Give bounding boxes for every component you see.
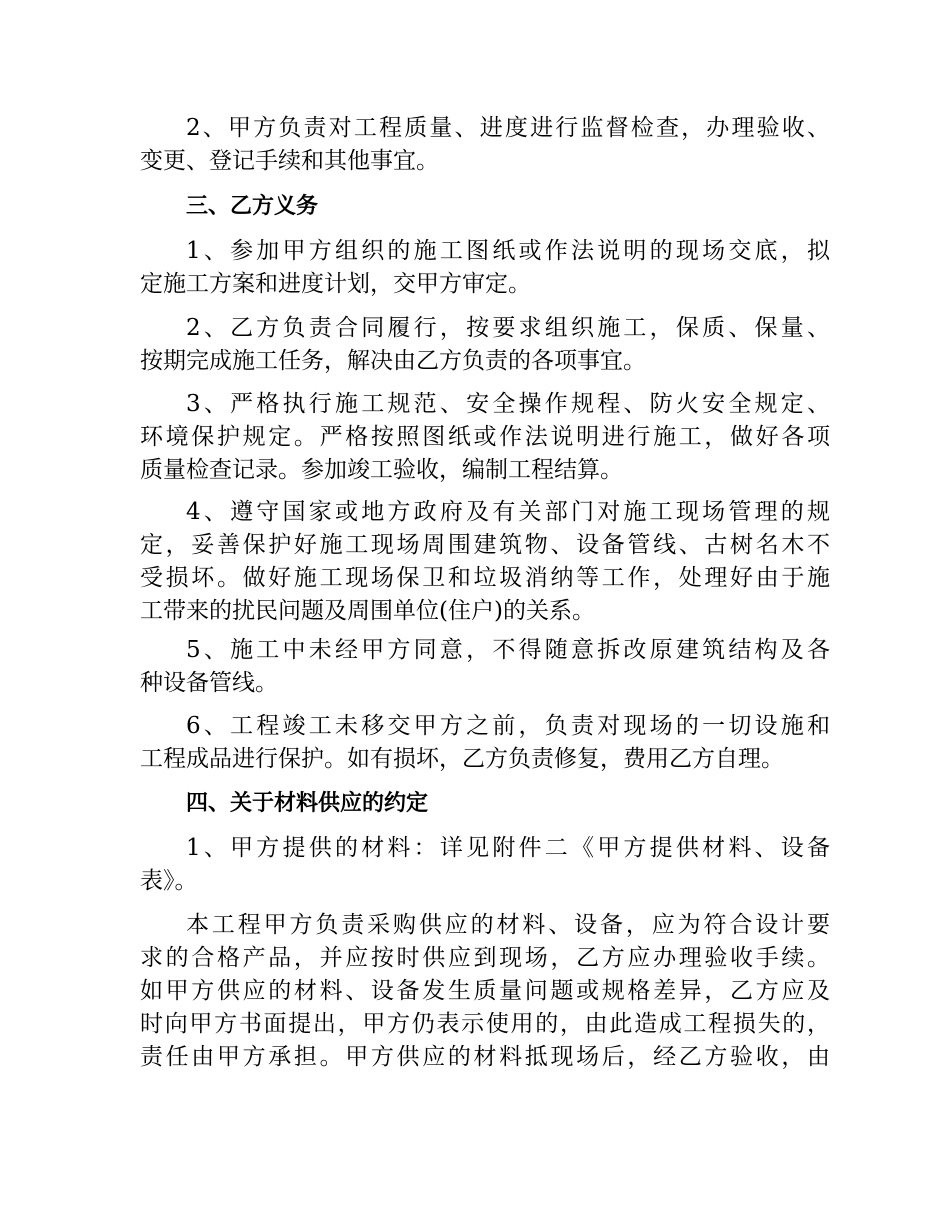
text-line: 质量检查记录。参加竣工验收，编制工程结算。 [140,457,623,483]
text-line: 工带来的扰民问题及周围单位(住户)的关系。 [140,598,595,624]
paragraph-5 [140,496,830,628]
text-line: 求的合格产品，并应按时供应到现场，乙方应办理验收手续。 [140,945,830,971]
text-line: 受损坏。做好施工现场保卫和垃圾消纳等工作，处理好由于施 [140,565,830,591]
paragraph-6 [140,634,830,700]
text-line: 2、甲方负责对工程质量、进度进行监督检查，办理验收、 [186,115,830,141]
text-line: 责任由甲方承担。甲方供应的材料抵现场后，经乙方验收，由 [140,1044,830,1070]
section-heading-4 [140,787,830,820]
text-line: 定，妥善保护好施工现场周围建筑物、设备管线、古树名木不 [140,532,830,558]
text-line: 2、乙方负责合同履行，按要求组织施工，保质、保量、 [186,315,830,341]
text-line: 定施工方案和进度计划，交甲方审定。 [140,271,531,297]
text-line: 工程成品进行保护。如有损坏，乙方负责修复，费用乙方自理。 [140,746,784,772]
section-heading-3 [140,190,830,223]
paragraph-8 [140,832,830,898]
text-line: 种设备管线。 [140,670,278,696]
paragraph-2 [140,235,830,301]
text-line: 6、工程竣工未移交甲方之前，负责对现场的一切设施和 [186,713,830,739]
paragraph-9 [140,909,830,1074]
paragraph-7 [140,710,830,776]
text-line: 1、甲方提供的材料：详见附件二《甲方提供材料、设备 [186,835,830,861]
text-line: 1、参加甲方组织的施工图纸或作法说明的现场交底，拟 [186,238,830,264]
text-line: 4、遵守国家或地方政府及有关部门对施工现场管理的规 [186,499,830,525]
text-line: 变更、登记手续和其他事宜。 [140,148,439,174]
text-line: 表》。 [140,868,198,894]
text-line: 环境保护规定。严格按照图纸或作法说明进行施工，做好各项 [140,424,830,450]
paragraph-4 [140,388,830,487]
text-line: 3、严格执行施工规范、安全操作规程、防火安全规定、 [186,391,830,417]
text-line: 5、施工中未经甲方同意，不得随意拆改原建筑结构及各 [186,637,830,663]
section-heading: 三、乙方义务 [186,194,319,219]
paragraph-1 [140,112,830,178]
text-line: 本工程甲方负责采购供应的材料、设备，应为符合设计要 [186,912,830,938]
text-line: 时向甲方书面提出，甲方仍表示使用的，由此造成工程损失的， [140,1011,830,1037]
text-line: 按期完成施工任务，解决由乙方负责的各项事宜。 [140,348,646,374]
text-line: 如甲方供应的材料、设备发生质量问题或规格差异，乙方应及 [140,978,830,1004]
paragraph-3 [140,312,830,378]
section-heading: 四、关于材料供应的约定 [186,791,429,816]
